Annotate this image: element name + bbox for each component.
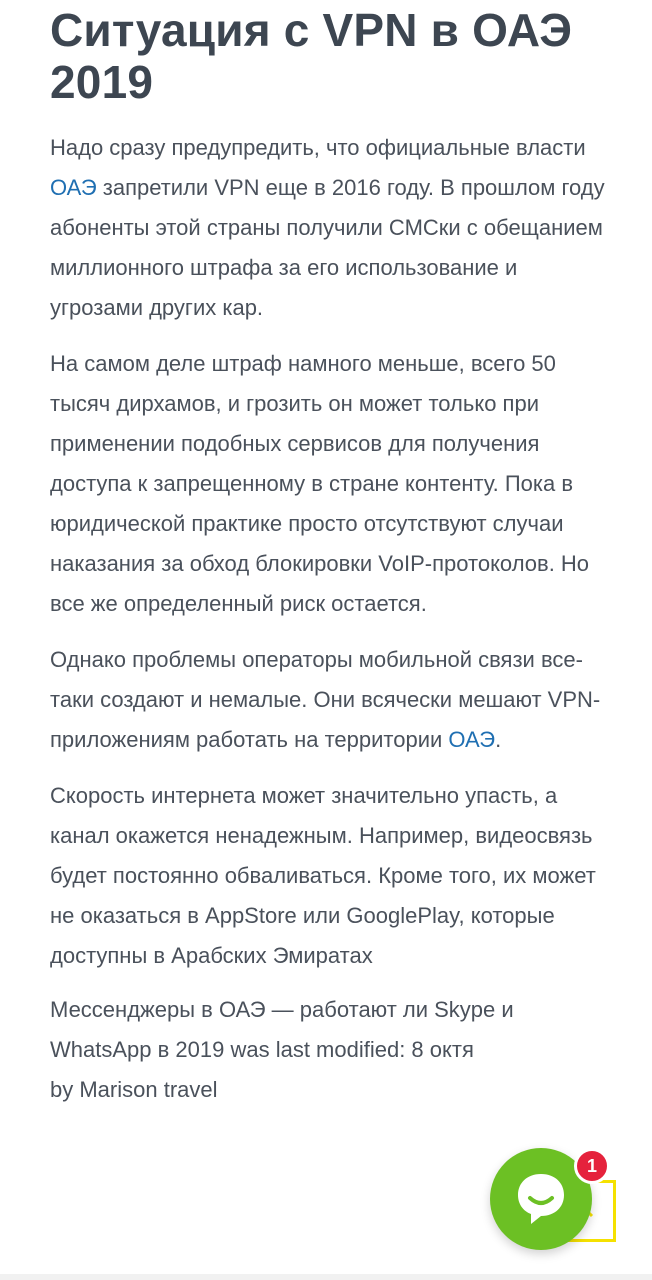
last-modified-note — [50, 990, 610, 1110]
last-modified-text: Мессенджеры в ОАЭ — работают ли Skype и WhatsApp в 2019 was last modified: 8 октя — [50, 997, 514, 1062]
paragraph-1 — [50, 128, 610, 328]
paragraph-3-text-after: . — [495, 727, 502, 752]
paragraph-1-text-before: Надо сразу предупредить, что официальные власти — [50, 135, 586, 160]
paragraph-4: Скорость интернета может значительно упасть, а канал окажется ненадежным. Например, видеосвязь будет постоянно обваливаться. Кроме того, их может не оказаться в AppStore или GooglePlay, которые доступны в Арабских Эмиратах — [50, 783, 596, 968]
uae-link-2[interactable]: ОАЭ — [448, 727, 496, 752]
notification-badge: 1 — [574, 1148, 610, 1184]
paragraph-2: На самом деле штраф намного меньше, всего 50 тысяч дирхамов, и грозить он может только при применении подобных сервисов для получения доступа к запрещенному в стране контенту. Пока в юридической практике просто отсутствуют случаи наказания за обход блокировки VoIP-протоколов. Но все же определенный риск остается. — [50, 351, 590, 616]
byline: by Marison travel — [50, 1077, 218, 1102]
bottom-divider — [0, 1274, 652, 1280]
page-title: Ситуация с VPN в ОАЭ 2019 — [50, 4, 573, 108]
paragraph-1-text-after: запретили VPN еще в 2016 году. В прошлом году абоненты этой страны получили СМСки с обещанием миллионного штрафа за его использование и угрозами других кар. — [50, 175, 605, 320]
paragraph-3-text-before: Однако проблемы операторы мобильной связи все-таки создают и немалые. Они всячески мешают VPN-приложениям работать на территории — [50, 647, 601, 752]
uae-link-1[interactable]: ОАЭ — [50, 175, 97, 200]
chat-bubble-icon — [514, 1170, 568, 1228]
paragraph-3 — [50, 640, 610, 760]
article — [50, 0, 610, 1110]
